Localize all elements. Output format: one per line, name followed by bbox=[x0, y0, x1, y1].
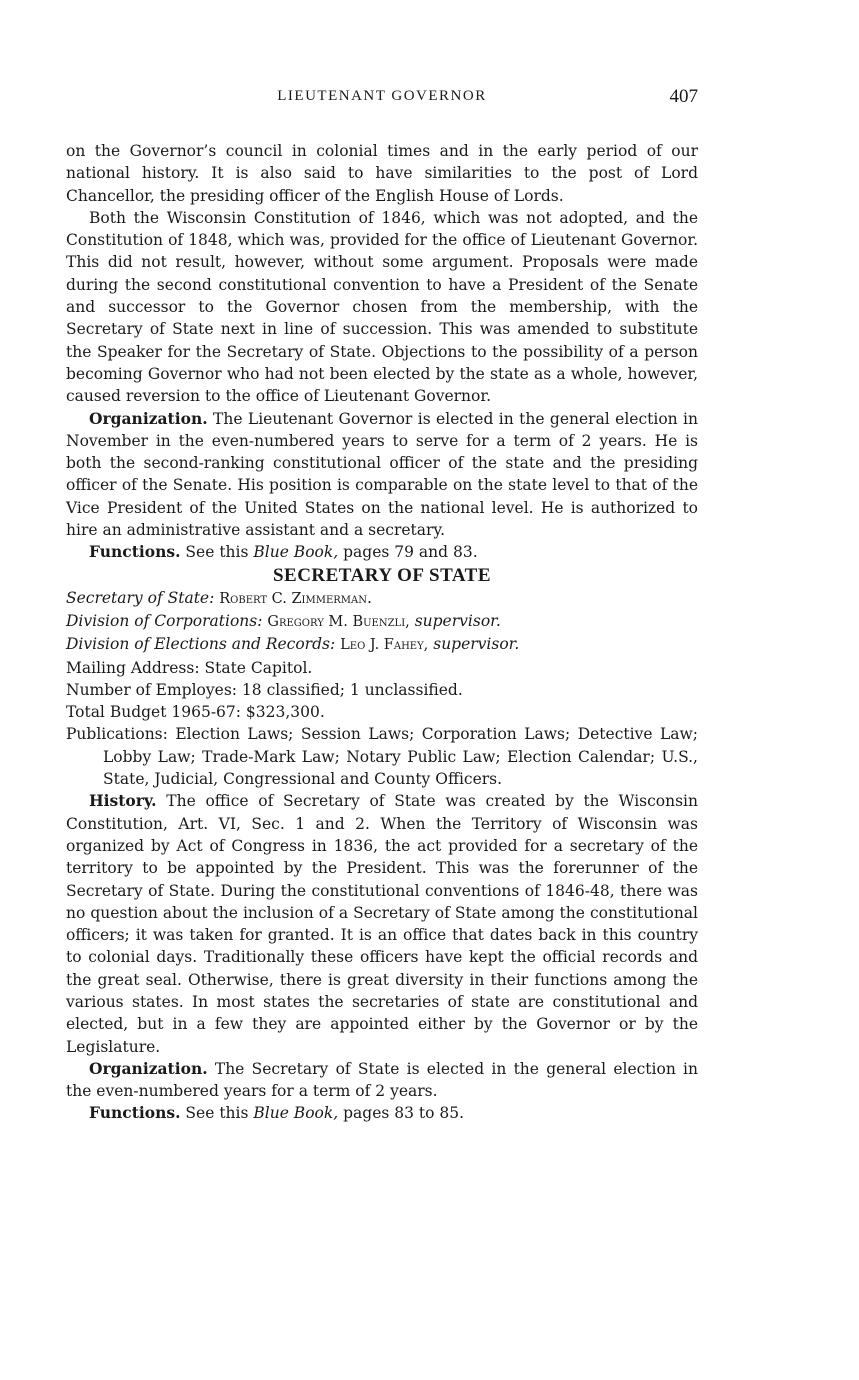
publications: Publications: Election Laws; Session Laws; Corporation Laws; Detective Law; Lobby Law; Trade-Mark Law; Notary Public Law; Election Calendar; U.S., State, Judicial, Congressional and County Officers. bbox=[66, 725, 698, 789]
blue-book-reference: Blue Book, bbox=[253, 543, 339, 562]
functions-heading: Functions. bbox=[89, 542, 181, 562]
functions-text: See this bbox=[180, 543, 254, 562]
officer-line bbox=[66, 587, 698, 610]
lt-gov-paragraph-2: Both the Wisconsin Constitution of 1846, which was not adopted, and the Constitution of 1848, which was, provided for the office of Lieutenant Governor. This did not result, however, without some argument. Proposals were made during the second constitutional convention to have a President of the Senate and successor to the Governor chosen from the membership, with the Secretary of State next in line of succession. This was amended to substitute the Speaker for the Secretary of State. Objections to the possibility of a person becoming Governor who had not been elected by the state as a whole, however, caused reversion to the office of Lieutenant Governor. bbox=[66, 208, 698, 406]
officer-role: Division of Elections and Records: bbox=[66, 635, 336, 654]
sos-functions bbox=[66, 1102, 698, 1124]
officer-line bbox=[66, 610, 698, 633]
lt-gov-paragraph-1: on the Governor’s council in colonial times and in the early period of our national history. It is also said to have similarities to the post of Lord Chancellor, the presiding officer of the English House of Lords. bbox=[66, 142, 698, 205]
section-title: SECRETARY OF STATE bbox=[272, 564, 492, 586]
officer-title: supervisor. bbox=[414, 611, 501, 630]
lt-gov-functions bbox=[66, 541, 698, 563]
functions-heading: Functions. bbox=[89, 1103, 181, 1123]
officer-role: Division of Corporations: bbox=[66, 611, 263, 630]
functions-text: See this bbox=[180, 1104, 254, 1123]
sos-history bbox=[66, 790, 698, 1058]
blue-book-reference: Blue Book, bbox=[253, 1104, 339, 1123]
sos-organization bbox=[66, 1058, 698, 1103]
officer-suffix: . bbox=[367, 588, 372, 607]
page-body bbox=[66, 140, 698, 1125]
officer-name: Gregory M. Buenzli, bbox=[267, 613, 410, 630]
organization-heading: Organization. bbox=[89, 1058, 208, 1078]
officer-name: Leo J. Fahey, bbox=[340, 637, 429, 654]
history-heading: History. bbox=[89, 791, 157, 811]
lt-gov-organization bbox=[66, 408, 698, 542]
functions-pages: pages 79 and 83. bbox=[338, 543, 478, 562]
page-number: 407 bbox=[669, 86, 698, 107]
officer-line bbox=[66, 633, 698, 656]
officer-title: supervisor. bbox=[433, 635, 520, 654]
organization-text: The Lieutenant Governor is elected in the general election in November in the even-numbered years to serve for a term of 2 years. He is both the second-ranking constitutional officer of the state and the presiding officer of the Senate. His position is comparable on the state level to that of the Vice President of the United States on the national level. He is authorized to hire an administrative assistant and a secretary. bbox=[66, 409, 698, 540]
mailing-address: Mailing Address: State Capitol. bbox=[66, 658, 313, 677]
number-of-employes: Number of Employes: 18 classified; 1 unclassified. bbox=[66, 680, 463, 699]
officer-role: Secretary of State: bbox=[66, 588, 215, 607]
running-head: LIEUTENANT GOVERNOR bbox=[277, 88, 487, 104]
history-text: The office of Secretary of State was created by the Wisconsin Constitution, Art. VI, Sec. 1 and 2. When the Territory of Wisconsin was organized by Act of Congress in 1836, the act provided for a secretary of the territory to be appointed by the President. This was the forerunner of the Secretary of State. During the constitutional conventions of 1846-48, there was no question about the inclusion of a Secretary of State among the constitutional officers; it was taken for granted. It is an office that dates back in this country to colonial days. Traditionally these officers have kept the official records and the great seal. Otherwise, there is great diversity in their functions among the various states. In most states the secretaries of state are constitutional and elected, but in a few they are appointed either by the Governor or by the Legislature. bbox=[66, 792, 698, 1056]
functions-pages: pages 83 to 85. bbox=[338, 1104, 465, 1123]
organization-text: The Secretary of State is elected in the general election in the even-numbered years for a term of 2 years. bbox=[66, 1059, 698, 1101]
organization-heading: Organization. bbox=[89, 408, 208, 428]
page-header bbox=[66, 86, 698, 116]
officer-name: Robert C. Zimmerman bbox=[219, 590, 368, 607]
total-budget: Total Budget 1965-67: $323,300. bbox=[66, 703, 325, 722]
